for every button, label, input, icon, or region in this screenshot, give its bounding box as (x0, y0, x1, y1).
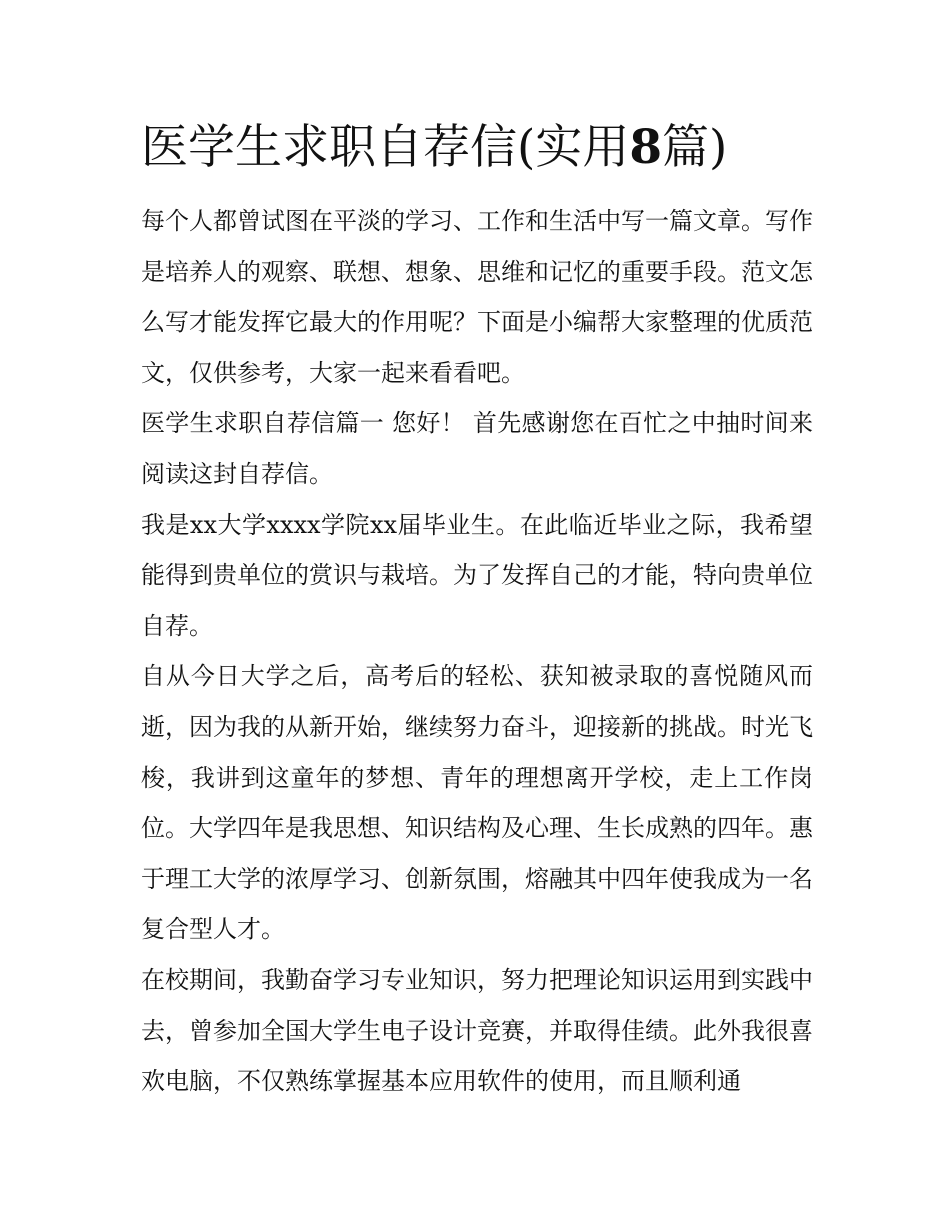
paragraph-university-years: 自从今日大学之后，高考后的轻松、获知被录取的喜悦随风而逝，因为我的从新开始，继续努力奋斗，迎接新的挑战。时光飞梭，我讲到这童年的梦想、青年的理想离开学校，走上工作岗位。大学四年是我思想、知识结构及心理、生长成熟的四年。惠于理工大学的浓厚学习、创新氛围，熔融其中四年使我成为一名复合型人才。 (141, 662, 813, 944)
title-text-part1: 医学生求职自荐信(实用 (141, 120, 630, 175)
paragraph-greeting: 医学生求职自荐信篇一 您好！ 首先感谢您在百忙之中抽时间来阅读这封自荐信。 (141, 409, 813, 488)
title-number: 8 (629, 120, 663, 175)
paragraph-intro: 每个人都曾试图在平淡的学习、工作和生活中写一篇文章。写作是培养人的观察、联想、想象、思维和记忆的重要手段。范文怎么写才能发挥它最大的作用呢？下面是小编帮大家整理的优质范文，仅供参考，大家一起来看看吧。 (141, 207, 813, 387)
document-page (141, 112, 813, 1107)
title-text-part2: 篇) (662, 120, 728, 175)
document-title (141, 112, 813, 184)
paragraph-school-period: 在校期间，我勤奋学习专业知识，努力把理论知识运用到实践中去，曾参加全国大学生电子设计竞赛，并取得佳绩。此外我很喜欢电脑，不仅熟练掌握基本应用软件的使用，而且顺利通 (141, 965, 813, 1096)
document-body (141, 196, 813, 1107)
paragraph-self-introduction: 我是xx大学xxxx学院xx届毕业生。在此临近毕业之际，我希望能得到贵单位的赏识与栽培。为了发挥自己的才能，特向贵单位自荐。 (141, 510, 813, 640)
